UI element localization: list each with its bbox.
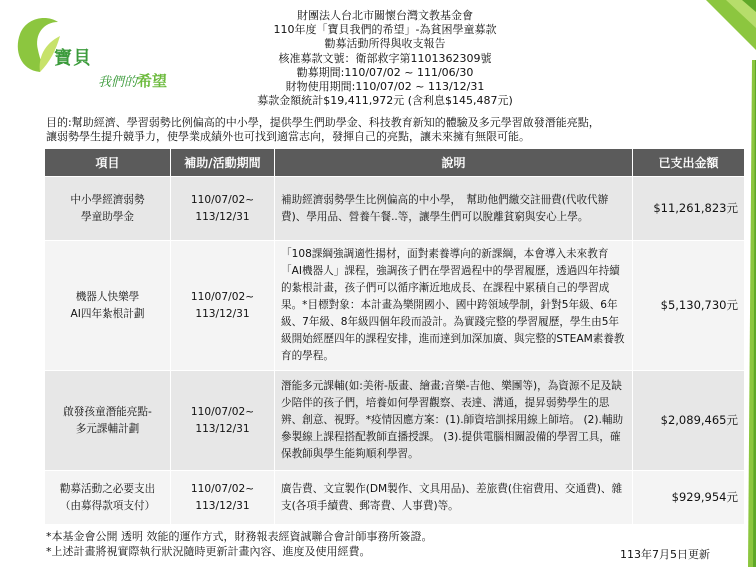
footer-notes [46, 530, 433, 559]
brand-subtitle-prefix: 我們的 [98, 75, 138, 90]
amount-cell: $5,130,730元 [633, 241, 745, 371]
campaign-title: 110年度「寶貝我們的希望」-為貧困學童募款 [273, 23, 497, 37]
item-cell [45, 371, 171, 471]
column-header-period: 補助/活動期間 [171, 149, 275, 177]
item-line: 機器人快樂學 [75, 290, 140, 303]
amount-cell: $2,089,465元 [633, 371, 745, 471]
updated-date: 113年7月5日更新 [620, 548, 710, 561]
description-cell: 補助經濟弱勢學生比例偏高的中小學， 幫助他們繳交註冊費(代收代辦費)、學用品、營養午餐..等，讓學生們可以脫離貧窮與安心上學。 [275, 177, 633, 241]
period-cell [171, 371, 275, 471]
brand-subtitle [98, 70, 167, 91]
period-start: 110/07/02~ [190, 193, 255, 206]
total-amount: 募款金額統計$19,411,972元 (含利息$145,487元) [257, 94, 513, 108]
item-cell [45, 177, 171, 241]
amount-cell: $929,954元 [633, 471, 745, 525]
report-title: 勸募活動所得與收支報告 [324, 37, 446, 51]
period-end: 113/12/31 [195, 499, 250, 512]
usage-period: 財物使用期間:110/07/02 ~ 113/12/31 [285, 80, 485, 94]
description-cell: 「108課綱強調適性揚材，面對素養導向的新課綱，本會導入未來教育「AI機器人」課程，強調孩子們在學習過程中的學習履歷，透過四年持續的紮根計畫，孩子們可以循序漸近地成長、在課程中累積自己的學習成果。*目標對象：本計畫為樂開國小、國中跨領域學制，針對5年級、6年級、7年級、8年級四個年段而設計。為實踐完整的學習履歷，學生由5年級開始經歷四年的課程安排，進而達到加深加廣、與完整的STEAM素養教育的學程。 [275, 241, 633, 371]
table-row [45, 177, 745, 241]
item-line: 啟發孩童潛能亮點- [63, 405, 152, 418]
period-end: 113/12/31 [195, 422, 250, 435]
brand-name: 寶貝 [54, 48, 92, 69]
audit-note: *本基金會公開 透明 效能的運作方式，財務報表經資誠聯合會計師事務所簽證。 [46, 530, 433, 543]
period-cell [171, 241, 275, 371]
purpose-text [46, 116, 746, 143]
table-row [45, 471, 745, 525]
item-cell [45, 241, 171, 371]
item-cell [45, 471, 171, 525]
purpose-line-1: 目的:幫助經濟、學習弱勢比例偏高的中小學，提供學生們助學金、科技教育新知的體驗及多元學習啟發潛能亮點， [46, 116, 600, 129]
column-header-item: 項目 [45, 149, 171, 177]
purpose-line-2: 讓弱勢學生提升競爭力，使學業成績外也可找到適當志向，發揮自己的亮點，讓未來擁有無限可能。 [46, 129, 530, 143]
period-start: 110/07/02~ [190, 482, 255, 495]
corner-decoration [696, 0, 756, 60]
table-row [45, 371, 745, 471]
org-name: 財團法人台北市關懷台灣文教基金會 [297, 9, 473, 22]
period-end: 113/12/31 [195, 210, 250, 223]
update-note: *上述計畫將視實際執行狀況隨時更新計畫內容、進度及使用經費。 [46, 544, 371, 558]
amount-cell: $11,261,823元 [633, 177, 745, 241]
period-start: 110/07/02~ [190, 290, 255, 303]
brand-subtitle-main: 希望 [137, 72, 168, 90]
period-start: 110/07/02~ [190, 405, 255, 418]
item-line: （由募得款項支付） [59, 499, 156, 512]
period-end: 113/12/31 [195, 307, 250, 320]
expense-table [44, 148, 745, 525]
item-line: AI四年紮根計劃 [70, 307, 145, 320]
table-row [45, 241, 745, 371]
table-header-row [45, 149, 745, 177]
item-line: 多元課輔計劃 [75, 422, 140, 435]
item-line: 中小學經濟弱勢 [70, 193, 145, 206]
fundraising-period: 勸募期間:110/07/02 ~ 111/06/30 [296, 65, 474, 79]
period-cell [171, 177, 275, 241]
item-line: 勸募活動之必要支出 [59, 482, 156, 495]
approval-number: 核准募款文號：衛部救字第1101362309號 [278, 51, 492, 65]
description-cell: 廣告費、文宣製作(DM製作、文具用品)、差旅費(住宿費用、交通費)、雜支(各項手續費、郵寄費、人事費)等。 [275, 471, 633, 525]
column-header-description: 說明 [275, 149, 633, 177]
logo [10, 10, 178, 96]
report-header [200, 9, 570, 108]
item-line: 學童助學金 [81, 210, 134, 223]
description-cell: 潛能多元課輔(如:美術-版畫、繪畫;音樂-吉他、樂團等)，為資源不足及缺少陪伴的孩子們，培養如何學習觀察、表達、溝通，提昇弱勢學生的思辨、創意、視野。*疫情因應方案：(1).師資培訓採用線上師培。 (2).輔助參製線上課程搭配教師直播授課。 (3).提供電腦相關設備的學習工具，確保教師與學生能夠順利學習。 [275, 371, 633, 471]
period-cell [171, 471, 275, 525]
column-header-amount: 已支出金額 [633, 149, 745, 177]
